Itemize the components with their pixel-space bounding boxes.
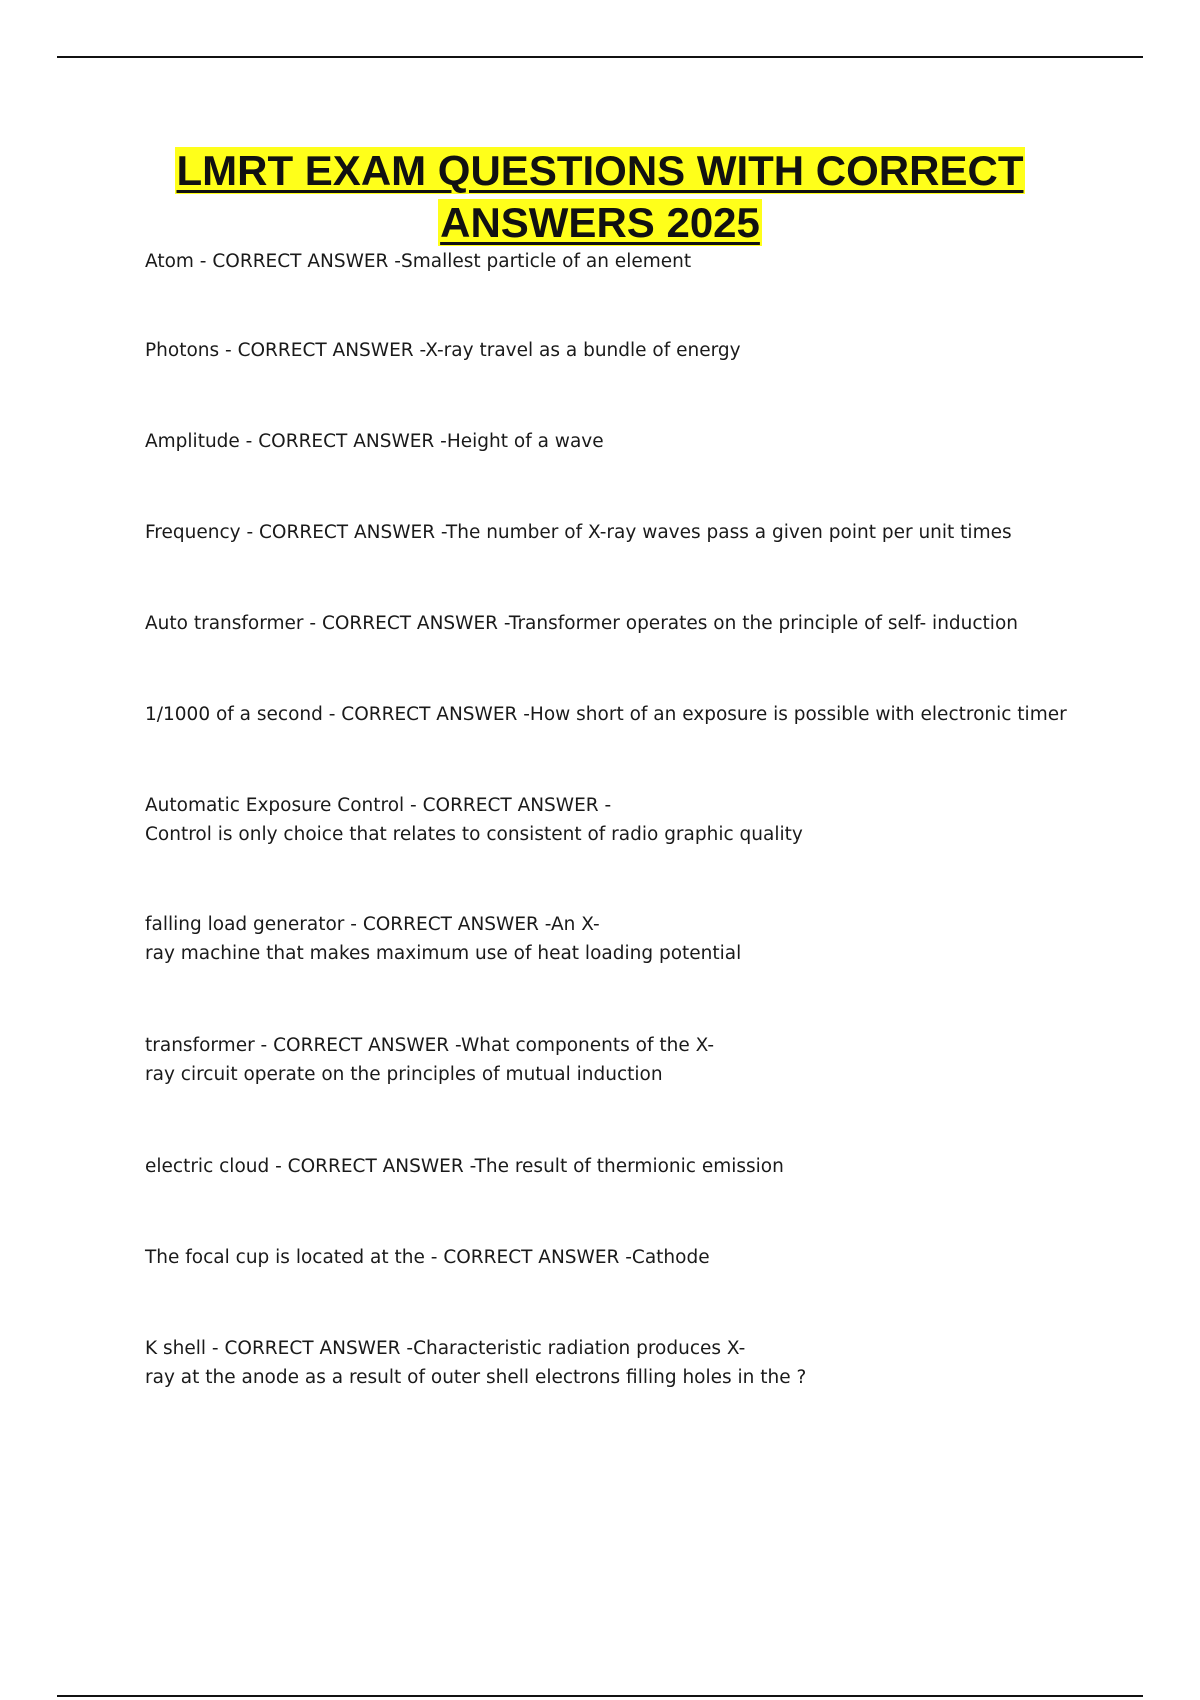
qa-item: electric cloud - CORRECT ANSWER -The result of thermionic emission [145,1156,784,1177]
qa-item: Atom - CORRECT ANSWER -Smallest particle of an element [145,251,692,272]
qa-item: Photons - CORRECT ANSWER -X-ray travel as a bundle of energy [145,340,741,361]
title-line-1: LMRT EXAM QUESTIONS WITH CORRECT [176,147,1024,194]
qa-item: Frequency - CORRECT ANSWER -The number of X-ray waves pass a given point per unit times [145,522,1012,543]
qa-item: The focal cup is located at the - CORRECT ANSWER -Cathode [145,1247,710,1268]
qa-item: Automatic Exposure Control - CORRECT ANSWER - Control is only choice that relates to consistent of radio graphic quality [145,795,803,845]
qa-item: transformer - CORRECT ANSWER -What components of the X- ray circuit operate on the principles of mutual induction [145,1035,715,1085]
title-line-2: ANSWERS 2025 [440,199,760,246]
qa-item: K shell - CORRECT ANSWER -Characteristic radiation produces X- ray at the anode as a result of outer shell electrons filling holes in the ? [145,1338,807,1388]
qa-item: Auto transformer - CORRECT ANSWER -Transformer operates on the principle of self- induction [145,613,1018,634]
top-rule [57,56,1143,58]
bottom-rule [57,1695,1143,1697]
qa-item: 1/1000 of a second - CORRECT ANSWER -How short of an exposure is possible with electronic timer [145,704,1067,725]
page-title [0,145,1200,249]
qa-item: Amplitude - CORRECT ANSWER -Height of a wave [145,431,604,452]
qa-item: falling load generator - CORRECT ANSWER -An X- ray machine that makes maximum use of heat loading potential [145,914,742,964]
